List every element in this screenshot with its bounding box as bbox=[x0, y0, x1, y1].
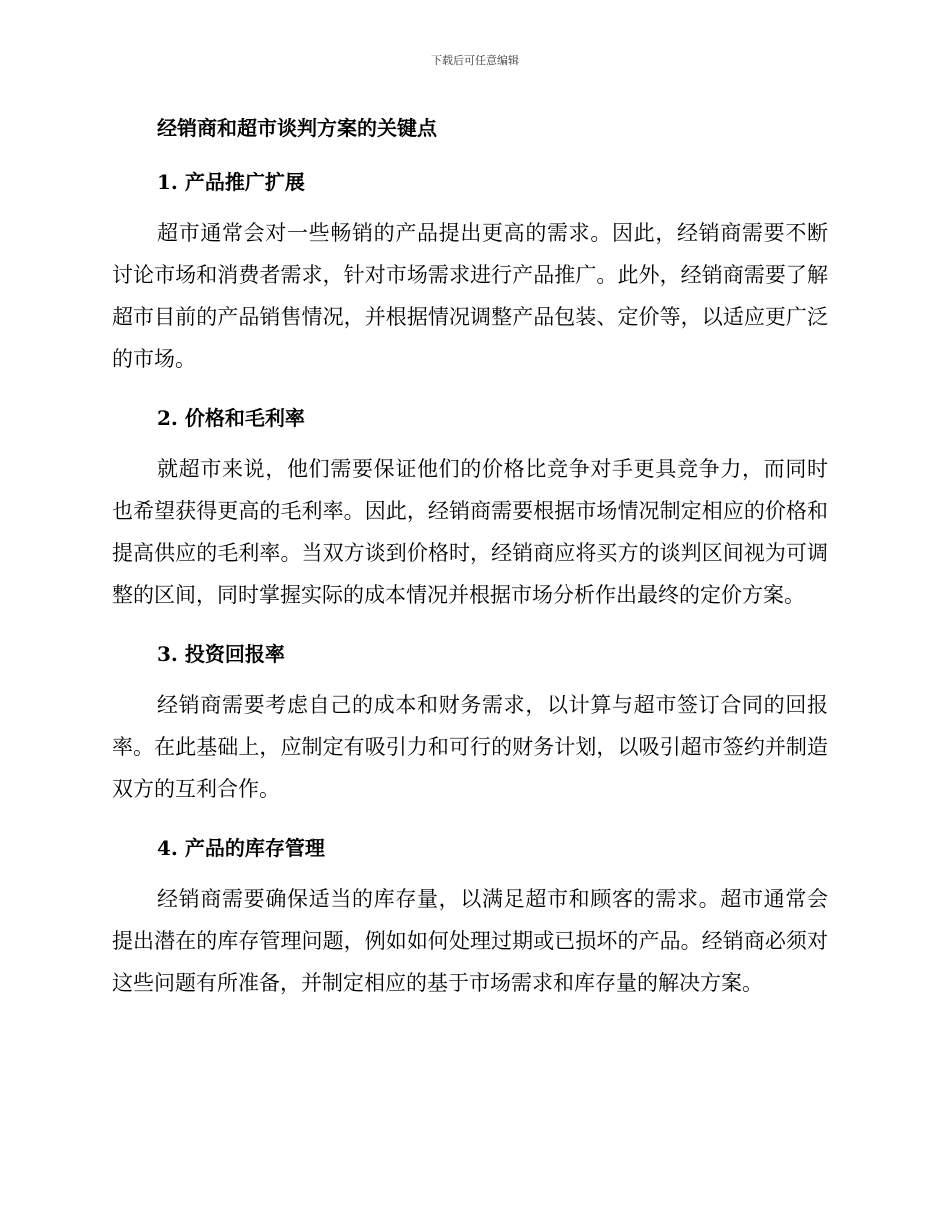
section-heading: 4. 产品的库存管理 bbox=[157, 836, 325, 860]
section-roi bbox=[112, 638, 828, 810]
document-content bbox=[112, 112, 828, 1004]
section-paragraph: 经销商需要考虑自己的成本和财务需求，以计算与超市签订合同的回报率。在此基础上，应制定有吸引力和可行的财务计划，以吸引超市签约并制造双方的互利合作。 bbox=[112, 693, 828, 801]
section-paragraph: 超市通常会对一些畅销的产品提出更高的需求。因此，经销商需要不断讨论市场和消费者需求，针对市场需求进行产品推广。此外，经销商需要了解超市目前的产品销售情况，并根据情况调整产品包装、定价等，以适应更广泛的市场。 bbox=[112, 221, 828, 371]
section-product-promotion bbox=[112, 166, 828, 380]
section-paragraph: 经销商需要确保适当的库存量，以满足超市和顾客的需求。超市通常会提出潜在的库存管理问题，例如如何处理过期或已损坏的产品。经销商必须对这些问题有所准备，并制定相应的基于市场需求和库存量的解决方案。 bbox=[112, 887, 828, 995]
section-inventory bbox=[112, 832, 828, 1004]
section-heading: 1. 产品推广扩展 bbox=[157, 170, 305, 194]
section-heading: 2. 价格和毛利率 bbox=[157, 406, 305, 430]
section-paragraph: 就超市来说，他们需要保证他们的价格比竞争对手更具竞争力，而同时也希望获得更高的毛利率。因此，经销商需要根据市场情况制定相应的价格和提高供应的毛利率。当双方谈到价格时，经销商应将买方的谈判区间视为可调整的区间，同时掌握实际的成本情况并根据市场分析作出最终的定价方案。 bbox=[112, 457, 828, 607]
document-title: 经销商和超市谈判方案的关键点 bbox=[157, 116, 437, 140]
section-price-margin bbox=[112, 402, 828, 616]
section-heading: 3. 投资回报率 bbox=[157, 642, 285, 666]
header-note: 下载后可任意编辑 bbox=[431, 54, 519, 67]
